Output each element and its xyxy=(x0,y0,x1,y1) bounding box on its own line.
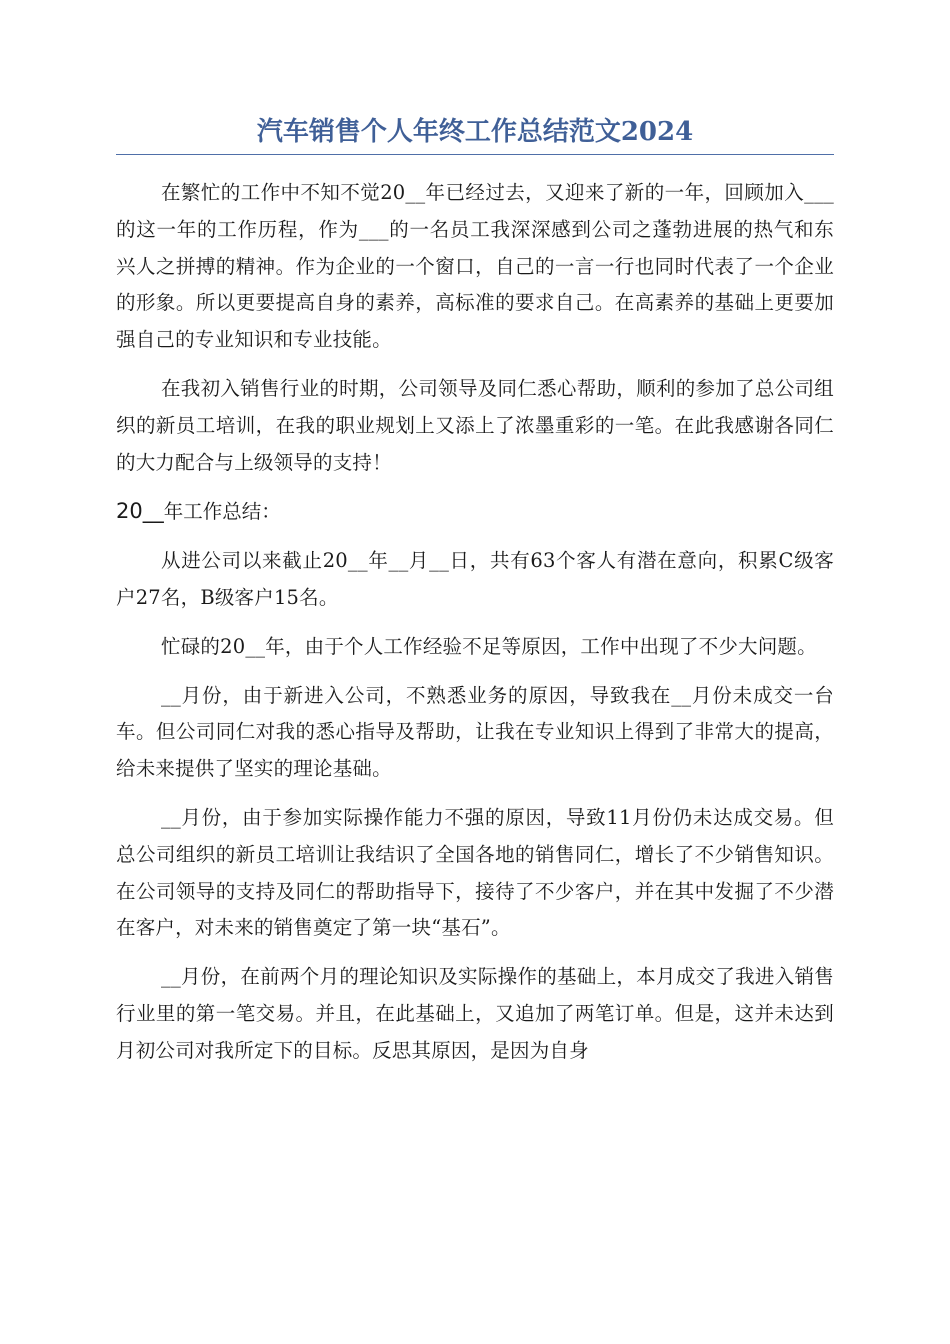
document-title: 汽车销售个人年终工作总结范文2024 xyxy=(116,112,834,155)
paragraph-month-2: __月份，由于参加实际操作能力不强的原因，导致11月份仍未达成交易。但总公司组织的新员工培训让我结识了全国各地的销售同仁，增长了不少销售知识。在公司领导的支持及同仁的帮助指导下，接待了不少客户，并在其中发掘了不少潜在客户，对未来的销售奠定了第一块“基石”。 xyxy=(116,805,834,940)
document-body xyxy=(116,175,834,1070)
section-heading-text: 年工作总结： xyxy=(163,500,281,524)
paragraph-intro: 在繁忙的工作中不知不觉20__年已经过去，又迎来了新的一年，回顾加入___的这一年的工作历程，作为___的一名员工我深深感到公司之蓬勃进展的热气和东兴人之拼搏的精神。作为企业的一个窗口，自己的一言一行也同时代表了一个企业的形象。所以更要提高自身的素养，高标准的要求自己。在高素养的基础上更要加强自己的专业知识和专业技能。 xyxy=(116,181,834,352)
paragraph-thanks: 在我初入销售行业的时期，公司领导及同仁悉心帮助，顺利的参加了总公司组织的新员工培训，在我的职业规划上又添上了浓墨重彩的一笔。在此我感谢各同仁的大力配合与上级领导的支持！ xyxy=(116,376,834,474)
paragraph-month-1: __月份，由于新进入公司，不熟悉业务的原因，导致我在__月份未成交一台车。但公司同仁对我的悉心指导及帮助，让我在专业知识上得到了非常大的提高，给未来提供了坚实的理论基础。 xyxy=(116,683,834,781)
paragraph-month-3: __月份，在前两个月的理论知识及实际操作的基础上，本月成交了我进入销售行业里的第一笔交易。并且，在此基础上，又追加了两笔订单。但是，这并未达到月初公司对我所定下的目标。反思其原因，是因为自身 xyxy=(116,965,834,1062)
paragraph-busy-year: 忙碌的20__年，由于个人工作经验不足等原因，工作中出现了不少大问题。 xyxy=(161,634,817,658)
document-page xyxy=(116,112,834,1082)
section-heading xyxy=(116,493,834,531)
paragraph-clients: 从进公司以来截止20__年__月__日，共有63个客人有潜在意向，积累C级客户27名，B级客户15名。 xyxy=(116,549,834,609)
section-heading-year: 20__ xyxy=(116,499,164,524)
